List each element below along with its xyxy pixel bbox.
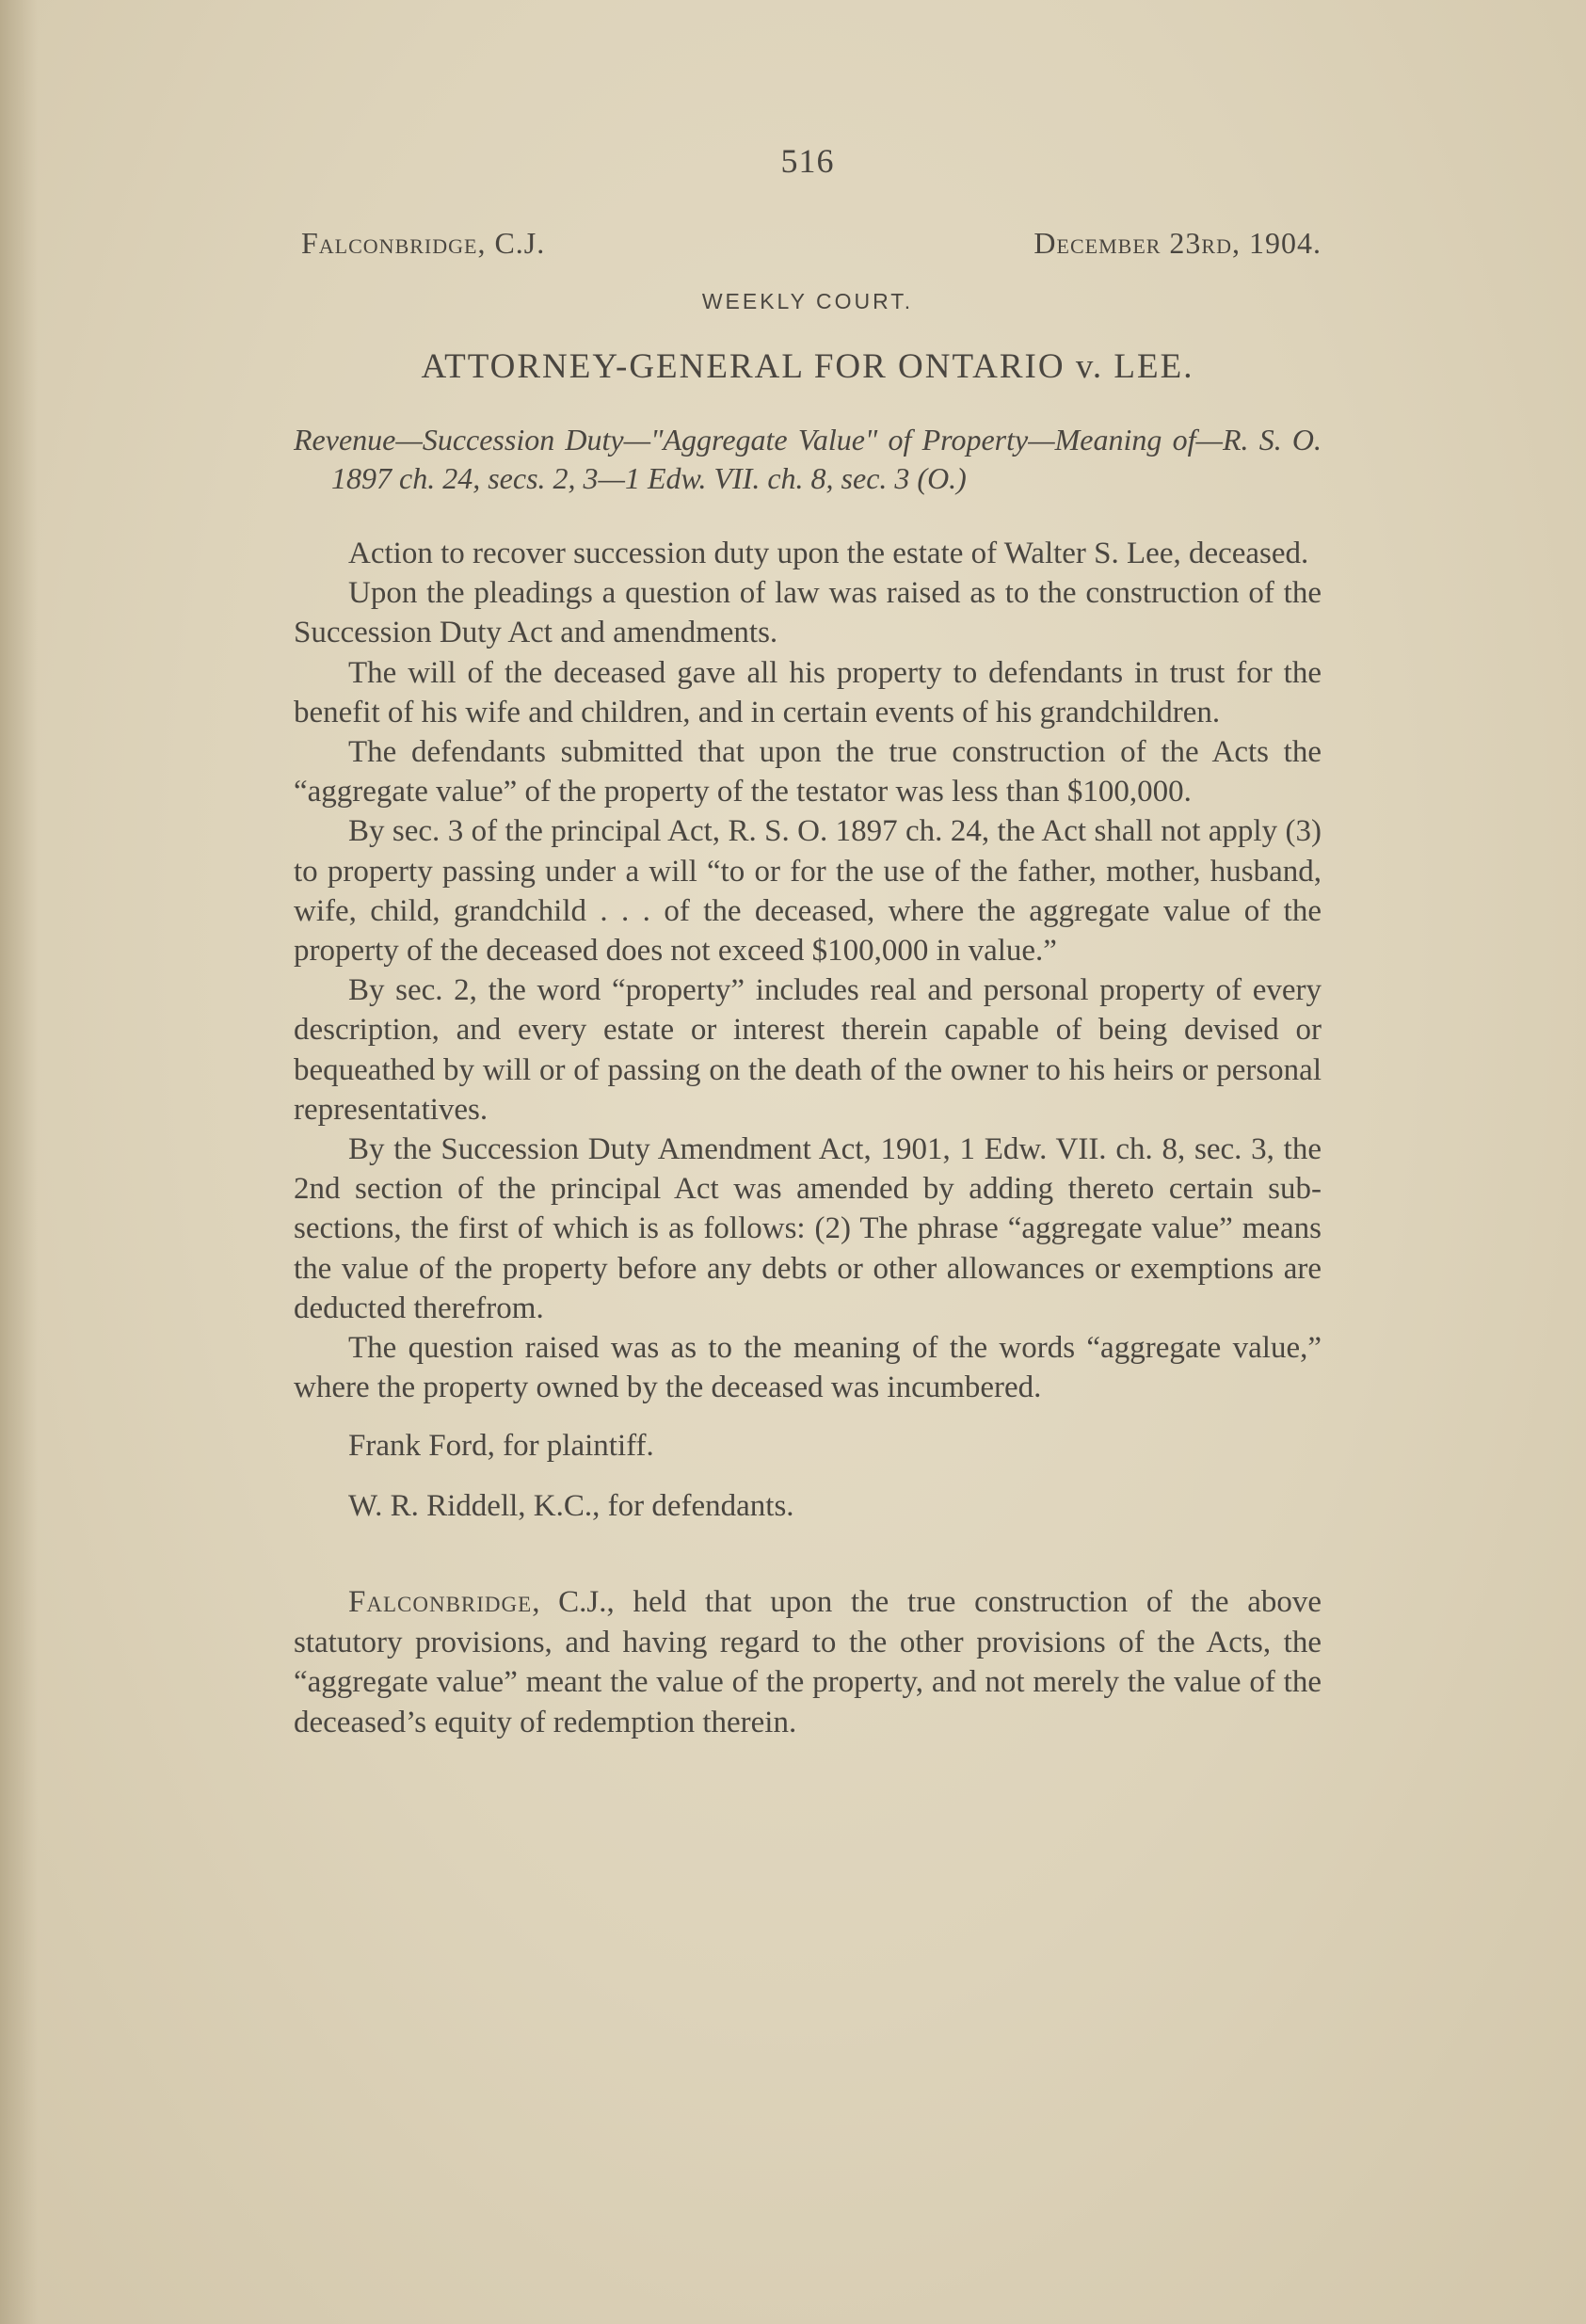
court-name: WEEKLY COURT.: [701, 289, 914, 313]
judge-name: Falconbridge, C.J.: [301, 226, 546, 260]
page-number: 516: [780, 142, 835, 180]
body-paragraph: The question raised was as to the meaning of the words “aggregate value,” where the property owned by the deceased was incumbered.: [294, 1331, 1322, 1405]
case-title: ATTORNEY-GENERAL FOR ONTARIO v. LEE.: [421, 347, 1194, 386]
page-gutter-shadow: [0, 0, 38, 2324]
body-paragraph: The defendants submitted that upon the true construction of the Acts the “aggregate value” of the property of the testator was less than $100,000.: [294, 735, 1322, 809]
body-paragraph: Action to recover succession duty upon the estate of Walter S. Lee, deceased.: [348, 537, 1309, 570]
counsel-for-defendants: W. R. Riddell, K.C., for defendants.: [348, 1489, 794, 1524]
counsel-for-plaintiff: Frank Ford, for plaintiff.: [348, 1429, 654, 1464]
body-paragraph: Upon the pleadings a question of law was raised as to the construction of the Succession Duty Act and amendments.: [294, 576, 1322, 650]
body-paragraph: The will of the deceased gave all his property to defendants in trust for the benefit of his wife and children, and in certain events of his grandchildren.: [294, 655, 1322, 729]
judgment-paragraph: [294, 1582, 1322, 1742]
body-paragraph: By the Succession Duty Amendment Act, 1901, 1 Edw. VII. ch. 8, sec. 3, the 2nd section of the principal Act was amended by adding thereto certain sub-sections, the first of which is as follows: (2) The phrase “aggregate value” means the value of the property before any debts or other allowances or exemptions are deducted therefrom.: [294, 1132, 1322, 1325]
judgment-text: , C.J., held that upon the true construction of the above statutory provisions, and having regard to the other provisions of the Acts, the “aggregate value” meant the value of the property, and not merely the value of the deceased’s equity of redemption therein.: [294, 1585, 1322, 1739]
headnote: Revenue—Succession Duty—"Aggregate Value" of Property—Meaning of—R. S. O. 1897 ch. 24, secs. 2, 3—1 Edw. VII. ch. 8, sec. 3 (O.): [294, 423, 1322, 495]
running-header: [294, 226, 1322, 261]
judgment-judge-name: Falconbridge: [348, 1585, 533, 1620]
judgment-date: December 23rd, 1904.: [1033, 226, 1322, 260]
body-paragraph: By sec. 3 of the principal Act, R. S. O. 1897 ch. 24, the Act shall not apply (3) to property passing under a will “to or for the use of the father, mother, husband, wife, child, grandchild . . . of the deceased, where the aggregate value of the property of the deceased does not exceed $100,000 in value.”: [294, 814, 1322, 969]
page-text: [294, 141, 1322, 1742]
body-paragraph: By sec. 2, the word “property” includes real and personal property of every description, and every estate or interest therein capable of being devised or bequeathed by will or of passing on the death of the owner to his heirs or personal representatives.: [294, 973, 1322, 1127]
